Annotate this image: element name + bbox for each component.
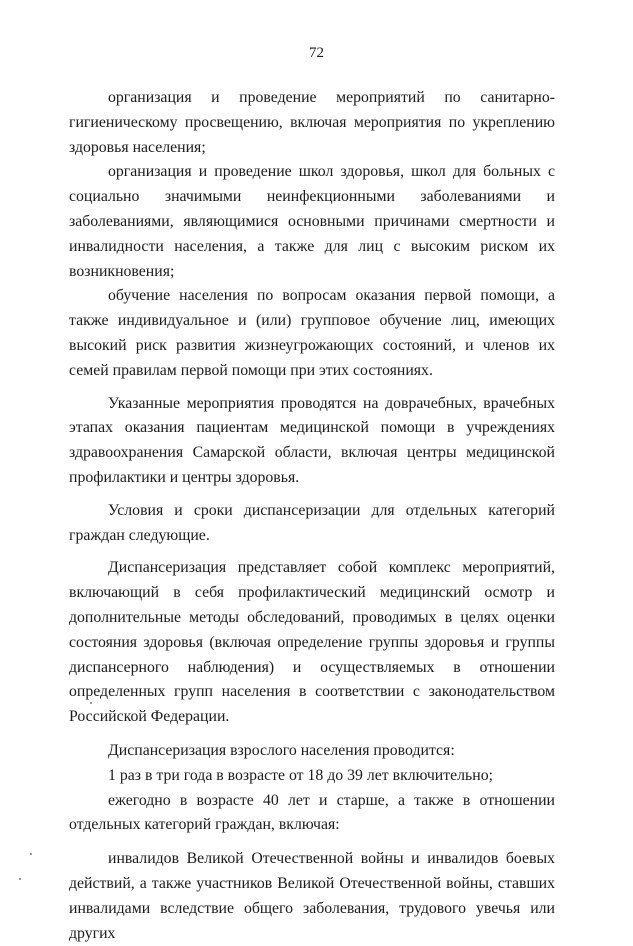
paragraph-1: организация и проведение мероприятий по санитарно-гигиеническому просвещению, включая мероприятия по укреплению здоровья населения; xyxy=(69,89,555,156)
paragraph-7: Диспансеризация взрослого населения проводится: xyxy=(108,741,455,759)
paragraph-8: 1 раз в три года в возрасте от 18 до 39 лет включительно; xyxy=(108,766,493,784)
paragraph-6: Диспансеризация представляет собой комплекс мероприятий, включающий в себя профилактический медицинский осмотр и дополнительные методы обследований, проводимых в целях оценки состояния здоровья (включая определение группы здоровья и группы диспансерного наблюдения) и осуществляемых в отношении определенных групп населения в соответствии с законодательством Российской Федерации. xyxy=(69,559,555,726)
paragraph-4: Указанные мероприятия проводятся на доврачебных, врачебных этапах оказания пациентам медицинской помощи в учреждениях здравоохранения Самарской области, включая центры медицинской профилактики и центры здоровья. xyxy=(69,394,555,486)
paragraph-10: инвалидов Великой Отечественной войны и инвалидов боевых действий, а также участников Великой Отечественной войны, ставших инвалидами вследствие общего заболевания, трудового увечья или других xyxy=(69,850,555,942)
scan-speck xyxy=(30,853,32,855)
scan-speck xyxy=(90,702,92,704)
page-number: 72 xyxy=(309,45,324,61)
document-body xyxy=(69,86,555,946)
paragraph-9: ежегодно в возрасте 40 лет и старше, а также в отношении отдельных категорий граждан, включая: xyxy=(69,791,555,834)
scan-speck xyxy=(19,878,21,880)
paragraph-2: организация и проведение школ здоровья, школ для больных с социально значимыми неинфекционными заболеваниями и заболеваниями, являющимися основными причинами смертности и инвалидности населения, а также для лиц с высоким риском их возникновения; xyxy=(69,163,555,280)
paragraph-3: обучение населения по вопросам оказания первой помощи, а также индивидуальное и (или) групповое обучение лиц, имеющих высокий риск развития жизнеугрожающих состояний, и членов их семей правилам первой помощи при этих состояниях. xyxy=(69,287,555,379)
paragraph-5: Условия и сроки диспансеризации для отдельных категорий граждан следующие. xyxy=(69,501,555,544)
